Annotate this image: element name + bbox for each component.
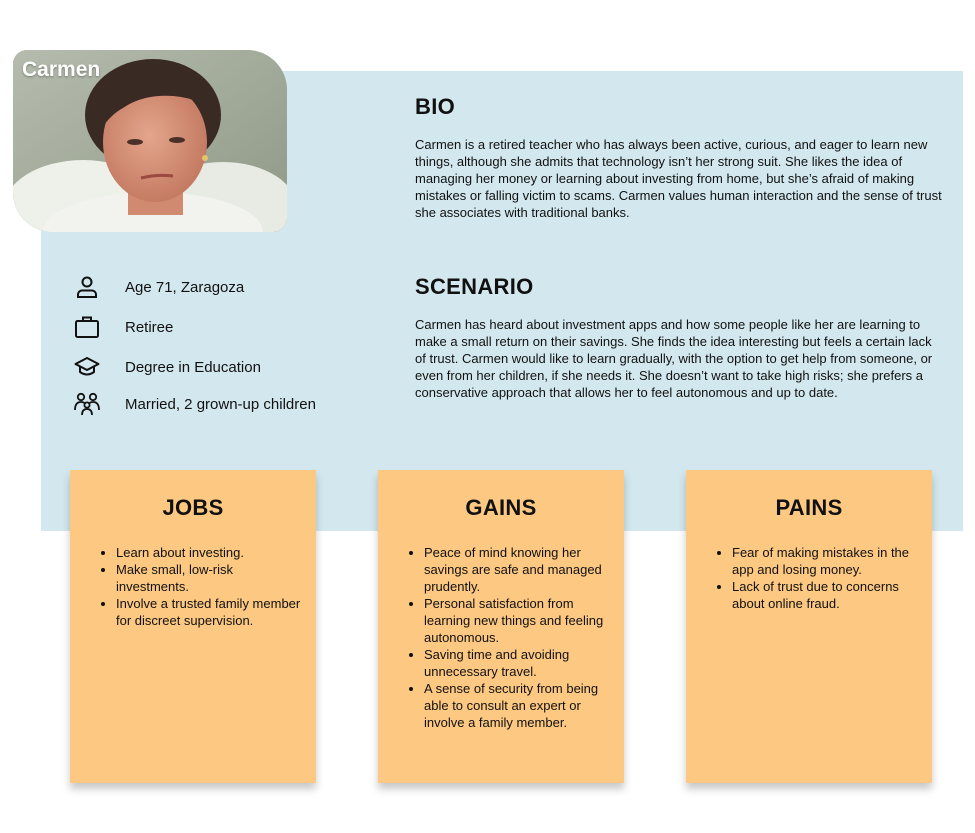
pains-list	[710, 544, 918, 612]
attribute-age-location	[72, 274, 244, 300]
pains-card-title: PAINS	[775, 495, 843, 520]
pains-card	[686, 470, 932, 783]
gains-list	[402, 544, 610, 731]
list-item: • Involve a trusted family member for discreet supervision.	[116, 595, 302, 629]
scenario-heading: SCENARIO	[415, 274, 534, 299]
jobs-card	[70, 470, 316, 783]
graduation-cap-icon	[72, 354, 102, 380]
list-item: • Make small, low-risk investments.	[116, 561, 302, 595]
attribute-occupation	[72, 314, 173, 340]
attribute-label: Age 71, Zaragoza	[125, 278, 245, 296]
gains-card	[378, 470, 624, 783]
attribute-family	[72, 391, 316, 417]
list-item: • Peace of mind knowing her savings are safe and managed prudently.	[424, 544, 610, 595]
bio-text: Carmen is a retired teacher who has always been active, curious, and eager to learn new things, although she admits that technology isn’t her strong suit. She likes the idea of managing her money or learning about investing from home, but she’s afraid of making mistakes or falling victim to scams. Carmen values human interaction and the sense of trust she associates with traditional banks.	[415, 137, 942, 220]
list-item: • Fear of making mistakes in the app and losing money.	[732, 544, 918, 578]
bio-heading: BIO	[415, 94, 456, 119]
person-icon	[72, 274, 102, 300]
scenario-text: Carmen has heard about investment apps and how some people like her are learning to make a small return on their savings. She finds the idea interesting but feels a certain lack of trust. Carmen would like to learn gradually, with the option to get help from someone, or even from her children, if she needs it. She doesn’t want to take high risks; she prefers a conservative approach that allows her to feel autonomous and up to date.	[415, 317, 933, 400]
attribute-label: Retiree	[125, 318, 174, 336]
list-item: • Learn about investing.	[116, 544, 302, 561]
gains-card-title: GAINS	[465, 495, 537, 520]
family-icon	[72, 391, 102, 417]
jobs-list	[94, 544, 302, 629]
list-item: • Personal satisfaction from learning new things and feeling autonomous.	[424, 595, 610, 646]
list-item: • Saving time and avoiding unnecessary travel.	[424, 646, 610, 680]
list-item: • A sense of security from being able to consult an expert or involve a family member.	[424, 680, 610, 731]
list-item: • Lack of trust due to concerns about online fraud.	[732, 578, 918, 612]
persona-photo	[13, 50, 287, 232]
attribute-label: Degree in Education	[125, 358, 261, 376]
persona-name: Carmen	[22, 58, 101, 81]
attribute-education	[72, 354, 261, 380]
briefcase-icon	[72, 314, 102, 340]
attribute-label: Married, 2 grown-up children	[125, 395, 316, 413]
jobs-card-title: JOBS	[162, 495, 224, 520]
